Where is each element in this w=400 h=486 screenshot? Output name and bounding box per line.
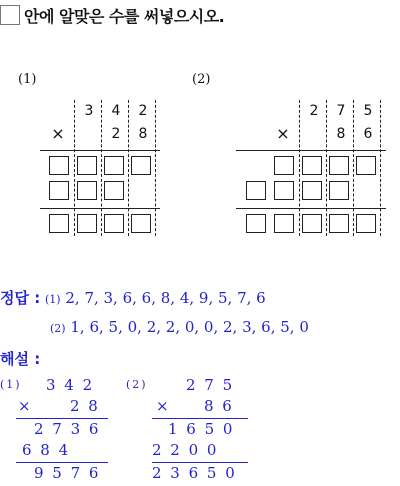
- answer-line-2: [50, 318, 309, 336]
- answer-box[interactable]: [104, 181, 124, 200]
- answer-box[interactable]: [302, 214, 322, 233]
- answer-box[interactable]: [131, 214, 151, 233]
- explanation-label: 해설 :: [0, 350, 41, 368]
- top-digit: 2: [309, 103, 319, 119]
- top-digit: 5: [363, 103, 373, 119]
- calc-2-line: [152, 418, 248, 419]
- answer-1-number: (1): [44, 293, 61, 306]
- blank-box-icon: [0, 5, 20, 25]
- answer-box[interactable]: [329, 156, 349, 175]
- calc-1-partial-1: 2 7 3 6: [34, 420, 101, 438]
- calc-2-times: ×: [156, 397, 171, 415]
- answer-box[interactable]: [104, 156, 124, 175]
- answer-label: 정답 :: [0, 289, 41, 307]
- answer-box[interactable]: [356, 214, 376, 233]
- explanation-calculations: [0, 376, 400, 486]
- answer-box[interactable]: [77, 181, 97, 200]
- column-divider: [326, 100, 327, 236]
- column-divider: [155, 100, 156, 236]
- answer-box[interactable]: [77, 214, 97, 233]
- calc-1-multiplicand: 3 4 2: [46, 376, 95, 394]
- calc-1-result: 9 5 7 6: [34, 464, 101, 482]
- explanation-label-line: [0, 348, 40, 369]
- answer-box[interactable]: [329, 181, 349, 200]
- calc-2-multiplicand: 2 7 5: [186, 376, 235, 394]
- calc-2-multiplier: 8 6: [204, 397, 234, 415]
- column-divider: [101, 100, 102, 236]
- answer-box[interactable]: [246, 181, 266, 200]
- answer-box[interactable]: [329, 214, 349, 233]
- calc-1-multiplier: 2 8: [70, 397, 100, 415]
- answer-box[interactable]: [77, 156, 97, 175]
- answer-box[interactable]: [104, 214, 124, 233]
- calc-2-number: (2): [126, 378, 148, 391]
- answer-1-values: 2, 7, 3, 6, 6, 8, 4, 9, 5, 7, 6: [65, 289, 266, 307]
- column-divider: [380, 100, 381, 236]
- product-line: [236, 150, 386, 151]
- calc-1-number: (1): [0, 378, 22, 391]
- problem-2-label: (2): [192, 72, 211, 87]
- answer-box[interactable]: [302, 181, 322, 200]
- answer-box[interactable]: [49, 181, 69, 200]
- bottom-digit: 2: [111, 126, 121, 142]
- answer-box[interactable]: [356, 156, 376, 175]
- sum-line: [236, 208, 386, 209]
- answer-box[interactable]: [274, 156, 294, 175]
- problem-2-multiplication: [236, 100, 386, 240]
- bottom-digit: 6: [363, 126, 373, 142]
- answer-box[interactable]: [274, 181, 294, 200]
- calc-2-partial-1: 1 6 5 0: [168, 420, 235, 438]
- calc-2-partial-2: 2 2 0 0: [152, 441, 219, 459]
- calc-2-sum-line: [152, 462, 248, 463]
- calc-1-partial-2: 6 8 4: [22, 441, 71, 459]
- answer-2-values: 1, 6, 5, 0, 2, 2, 0, 0, 2, 3, 6, 5, 0: [70, 318, 309, 336]
- top-digit: 7: [336, 103, 346, 119]
- bottom-digit: 8: [138, 126, 148, 142]
- answer-box[interactable]: [274, 214, 294, 233]
- problem-1-multiplication: [40, 100, 170, 240]
- calc-1-times: ×: [18, 397, 33, 415]
- answer-line-1: [0, 287, 266, 308]
- answer-box[interactable]: [49, 214, 69, 233]
- product-line: [40, 150, 160, 151]
- answer-box[interactable]: [246, 214, 266, 233]
- multiply-sign: ×: [276, 124, 290, 143]
- multiply-sign: ×: [51, 124, 65, 143]
- bottom-digit: 8: [336, 126, 346, 142]
- top-digit: 2: [138, 103, 148, 119]
- answer-box[interactable]: [49, 156, 69, 175]
- column-divider: [299, 100, 300, 236]
- calc-1-sum-line: [16, 462, 108, 463]
- calc-1-line: [16, 418, 108, 419]
- top-digit: 4: [111, 103, 121, 119]
- instruction: [0, 4, 224, 27]
- column-divider: [353, 100, 354, 236]
- column-divider: [128, 100, 129, 236]
- instruction-text: 안에 알맞은 수를 써넣으시오.: [24, 7, 225, 26]
- answer-2-number: (2): [50, 322, 66, 335]
- sum-line: [40, 208, 160, 209]
- calc-2-result: 2 3 6 5 0: [152, 464, 237, 482]
- problem-1-label: (1): [18, 72, 37, 87]
- answer-box[interactable]: [302, 156, 322, 175]
- top-digit: 3: [84, 103, 94, 119]
- column-divider: [74, 100, 75, 236]
- answer-box[interactable]: [131, 156, 151, 175]
